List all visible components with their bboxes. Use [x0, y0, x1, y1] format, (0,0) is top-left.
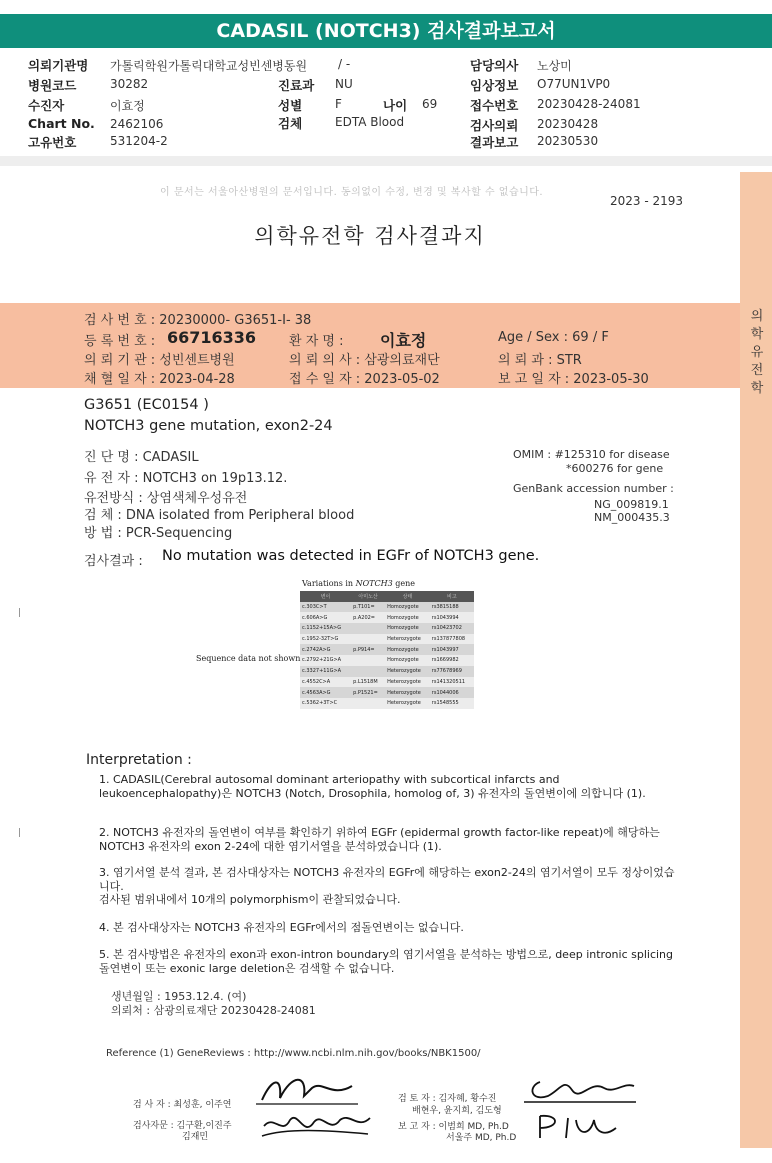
advisor-line-2: 김재민	[182, 1132, 209, 1142]
unique-label: 고유번호	[28, 135, 77, 150]
variation-cell: c.2792+21G>A	[300, 655, 351, 666]
variation-cell: c.2742A>G	[300, 644, 351, 655]
birth-date: 생년월일 : 1953.12.4. (여)	[111, 990, 247, 1003]
header-cell: 상태	[385, 591, 430, 602]
result-label: 검사결과 :	[84, 554, 143, 569]
variation-cell: rs77678969	[430, 666, 474, 677]
hospital-code-label: 병원코드	[28, 78, 77, 93]
dept-value: NU	[335, 77, 353, 91]
registration-number: 66716336	[167, 328, 257, 347]
institution-label: 의뢰기관명	[28, 58, 89, 73]
patient-label: 수진자	[28, 98, 65, 113]
variation-cell: Heterozygote	[385, 677, 430, 688]
variation-cell: rs141320511	[430, 677, 474, 688]
request-value: 20230428	[537, 117, 599, 131]
variation-row	[300, 602, 474, 613]
interpretation-5: 5. 본 검사방법은 유전자의 exon과 exon-intron boundary의 염기서열을 분석하는 방법으로, deep intronic splicing 돌연변이 또는 exonic large deletion은 검색할 수 없습니다.	[99, 948, 674, 975]
variation-row	[300, 677, 474, 688]
variation-cell: Heterozygote	[385, 687, 430, 698]
reviewer-signature	[520, 1072, 640, 1106]
omim-gene: *600276 for gene	[566, 462, 664, 475]
variations-header-row	[300, 591, 474, 602]
interpretation-3b: 검사된 범위내에서 10개의 polymorphism이 관찰되었습니다.	[99, 893, 401, 906]
report-title: CADASIL (NOTCH3) 검사결과보고서	[0, 14, 772, 48]
variation-cell: rs137877808	[430, 634, 474, 645]
variations-title-gene: NOTCH3	[355, 579, 393, 588]
copyright-notice: 이 문서는 서울아산병원의 문서입니다. 동의없이 수정, 변경 및 복사할 수 없습니다.	[160, 187, 544, 198]
sex-value: F	[335, 97, 342, 111]
advisor-signature	[256, 1108, 376, 1142]
patient-value: 이효정	[110, 99, 145, 113]
band-patient-name: 이효정	[380, 331, 427, 350]
margin-mark: |	[18, 608, 22, 618]
variation-cell: Homozygote	[385, 612, 430, 623]
exam-number: 검 사 번 호 : 20230000- G3651-I- 38	[84, 313, 312, 328]
variation-cell: Heterozygote	[385, 698, 430, 709]
request-label: 검사의뢰	[470, 118, 519, 133]
interpretation-heading: Interpretation :	[86, 752, 192, 768]
variation-cell: c.4552C>A	[300, 677, 351, 688]
interpretation-2: 2. NOTCH3 유전자의 돌연변이 여부를 확인하기 위하여 EGFr (epidermal growth factor-like repeat)에 해당하는 NOTCH3 유전자의 exon 2-24에 대한 염기서열을 분석하였습니다 (1).	[99, 826, 660, 853]
variation-cell: Heterozygote	[385, 634, 430, 645]
variation-cell: c.1152+15A>G	[300, 623, 351, 634]
variation-cell: Heterozygote	[385, 666, 430, 677]
report-date-label: 결과보고	[470, 135, 519, 150]
collection-date: 채 혈 일 자 : 2023-04-28	[84, 372, 235, 387]
reviewer-line-1: 검 토 자 : 김자혜, 황수진	[398, 1094, 497, 1104]
age-sex: Age / Sex : 69 / F	[498, 330, 609, 345]
examiner: 검 사 자 : 최성훈, 이주연	[133, 1100, 232, 1110]
variation-cell: p.T101=	[351, 602, 385, 613]
interpretation-3a: 3. 염기서열 분석 결과, 본 검사대상자는 NOTCH3 유전자의 EGFr에 해당하는 exon2-24의 염기서열이 모두 정상이었습니다.	[99, 866, 675, 893]
variation-row	[300, 655, 474, 666]
header-cell: 변이	[300, 591, 351, 602]
age-label: 나이	[383, 98, 408, 113]
interpretation-4: 4. 본 검사대상자는 NOTCH3 유전자의 EGFr에서의 점돌연변이는 없습니다.	[99, 921, 464, 934]
chart-label: Chart No.	[28, 116, 95, 131]
variation-cell: Homozygote	[385, 644, 430, 655]
genbank-label: GenBank accession number :	[513, 482, 674, 495]
variation-cell: p.P914=	[351, 644, 385, 655]
omim-disease: OMIM : #125310 for disease	[513, 448, 670, 461]
variation-row	[300, 623, 474, 634]
variation-cell: p.P1521=	[351, 687, 385, 698]
variation-row	[300, 687, 474, 698]
reference: Reference (1) GeneReviews : http://www.ncbi.nlm.nih.gov/books/NBK1500/	[106, 1048, 481, 1059]
reporter-signature	[530, 1110, 620, 1142]
header-cell: 비고	[430, 591, 474, 602]
requesting-doctor: 의 뢰 의 사 : 삼광의료재단	[289, 353, 440, 368]
reporter-line-2: 서울주 MD, Ph.D	[446, 1133, 517, 1143]
variation-cell: p.A202=	[351, 612, 385, 623]
dept-label: 진료과	[278, 78, 315, 93]
variation-cell: c.4563A>G	[300, 687, 351, 698]
requesting-ward: 의 뢰 과 : STR	[498, 353, 582, 368]
doctor-value: 노상미	[537, 59, 572, 73]
document-number: 2023 - 2193	[610, 194, 684, 208]
examiner-signature	[252, 1068, 362, 1108]
variation-cell: c.3327+11G>A	[300, 666, 351, 677]
variation-cell: rs10423702	[430, 623, 474, 634]
receipt-label: 접수번호	[470, 98, 519, 113]
variation-row	[300, 634, 474, 645]
sex-label: 성별	[278, 98, 303, 113]
advisor-line-1: 검사자문 : 김구환,이진주	[133, 1121, 232, 1131]
reviewer-line-2: 배현우, 윤지희, 김도형	[412, 1106, 502, 1116]
requesting-institution: 의 뢰 기 관 : 성빈센트병원	[84, 353, 235, 368]
genbank-nm: NM_000435.3	[594, 511, 670, 524]
patient-band	[0, 303, 740, 388]
header-cell: 아미노산	[351, 591, 385, 602]
specimen: 검 체 : DNA isolated from Peripheral blood	[84, 508, 355, 523]
specimen-label: 검체	[278, 116, 303, 131]
variation-row	[300, 698, 474, 709]
test-name: NOTCH3 gene mutation, exon2-24	[84, 418, 333, 434]
clinical-label: 임상정보	[470, 78, 519, 93]
institution-value: 가톨릭학원가톨릭대학교성빈센병동원	[110, 59, 308, 73]
variation-cell: Homozygote	[385, 655, 430, 666]
variation-cell: rs1043994	[430, 612, 474, 623]
variation-cell: rs1043997	[430, 644, 474, 655]
doctor-label: 담당의사	[470, 58, 519, 73]
receipt-date: 접 수 일 자 : 2023-05-02	[289, 372, 440, 387]
variation-row	[300, 644, 474, 655]
report-header	[0, 52, 772, 152]
side-label: 의 학 유 전 학	[750, 309, 764, 396]
clinical-value: O77UN1VP0	[537, 77, 611, 91]
registration-label: 등 록 번 호 :	[84, 334, 156, 349]
variation-cell	[351, 666, 385, 677]
variation-cell	[351, 655, 385, 666]
variations-title-suffix: gene	[395, 579, 416, 588]
variation-cell: c.303C>T	[300, 602, 351, 613]
requester: 의뢰처 : 삼광의료재단 20230428-24081	[111, 1004, 316, 1017]
variation-cell: Homozygote	[385, 623, 430, 634]
variation-cell	[351, 698, 385, 709]
variation-row	[300, 666, 474, 677]
variation-cell	[351, 634, 385, 645]
diagnosis: 진 단 명 : CADASIL	[84, 450, 199, 465]
inheritance: 유전방식 : 상염색체우성유전	[84, 491, 248, 506]
variations-title	[302, 579, 415, 588]
variations-title-prefix: Variations in	[302, 579, 354, 588]
variation-cell: c.606A>G	[300, 612, 351, 623]
interpretation-1: 1. CADASIL(Cerebral autosomal dominant arteriopathy with subcortical infarcts and leukoencephalopathy)은 NOTCH3 (Notch, Drosophila, homolog of, 3) 유전자의 돌연변이에 의합니다 (1).	[99, 773, 646, 800]
gene: 유 전 자 : NOTCH3 on 19p13.12.	[84, 471, 288, 486]
report-date-value: 20230530	[537, 134, 599, 148]
chart-value: 2462106	[110, 117, 164, 131]
unique-value: 531204-2	[110, 134, 168, 148]
section-divider	[0, 156, 772, 166]
hospital-code-value: 30282	[110, 77, 149, 91]
variation-cell: rs3815188	[430, 602, 474, 613]
document-title: 의학유전학 검사결과지	[254, 224, 486, 248]
variation-cell	[351, 623, 385, 634]
variation-cell: rs1044006	[430, 687, 474, 698]
institution-suffix: / -	[338, 57, 351, 71]
specimen-value: EDTA Blood	[335, 115, 405, 129]
method: 방 법 : PCR-Sequencing	[84, 526, 233, 541]
variation-cell: c.5362+3T>C	[300, 698, 351, 709]
variations-table	[300, 591, 474, 709]
sequence-note: Sequence data not shown	[196, 654, 301, 663]
variation-cell: p.L1518M	[351, 677, 385, 688]
age-value: 69	[422, 97, 438, 111]
variation-row	[300, 612, 474, 623]
variation-cell: rs1669982	[430, 655, 474, 666]
result-text: No mutation was detected in EGFr of NOTCH3 gene.	[162, 548, 540, 564]
genbank-ng: NG_009819.1	[594, 498, 669, 511]
variation-cell: c.1952-32T>G	[300, 634, 351, 645]
variation-cell: Homozygote	[385, 602, 430, 613]
test-code: G3651 (EC0154 )	[84, 397, 209, 413]
margin-mark: |	[18, 828, 22, 838]
band-report-date: 보 고 일 자 : 2023-05-30	[498, 372, 649, 387]
reporter-line-1: 보 고 자 : 이범희 MD, Ph.D	[398, 1122, 509, 1132]
band-patient-label: 환 자 명 :	[289, 334, 344, 349]
receipt-value: 20230428-24081	[537, 97, 641, 111]
variation-cell: rs1548555	[430, 698, 474, 709]
